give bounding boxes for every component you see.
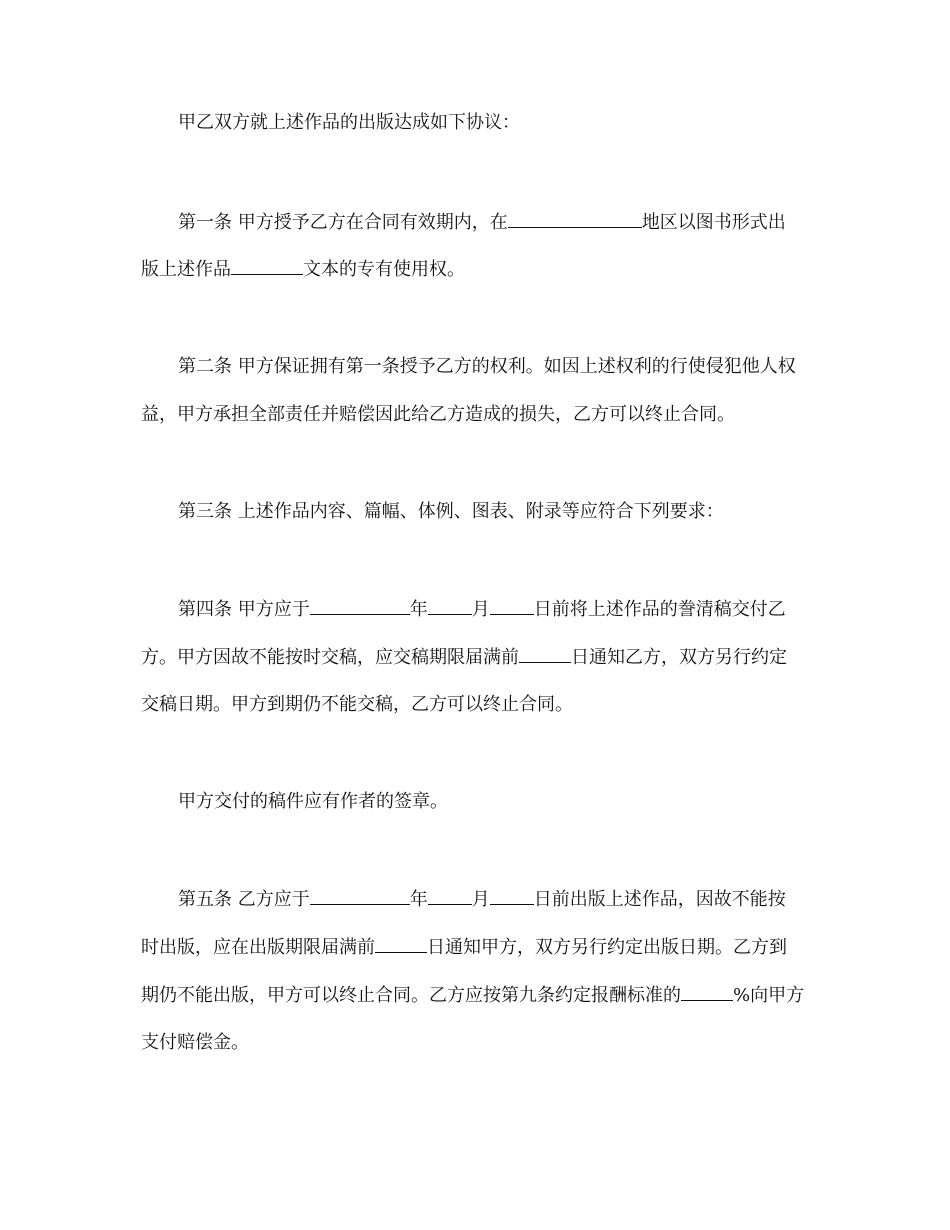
article5-line4: 支付赔偿金。 <box>141 1032 249 1053</box>
compensation-percent-blank <box>681 983 733 1001</box>
language-blank <box>231 257 303 275</box>
article2-line1: 第二条 甲方保证拥有第一条授予乙方的权利。如因上述权利的行使侵犯他人权 <box>178 356 796 377</box>
notice-days-blank <box>519 645 571 663</box>
delivery-day-blank <box>490 597 534 615</box>
article5-line2: 时出版，应在出版期限届满前 日通知甲方，双方另行约定出版日期。乙方到 <box>141 937 787 958</box>
article3-line1: 第三条 上述作品内容、篇幅、体例、图表、附录等应符合下列要求： <box>178 501 724 522</box>
publish-month-blank <box>428 887 472 905</box>
delivery-month-blank <box>428 597 472 615</box>
publish-year-blank <box>310 887 410 905</box>
intro-paragraph: 甲乙双方就上述作品的出版达成如下协议： <box>178 112 520 133</box>
article5-line1: 第五条 乙方应于 年 月 日前出版上述作品，因故不能按 <box>178 889 786 910</box>
article5-line3: 期仍不能出版，甲方可以终止合同。乙方应按第九条约定报酬标准的 %向甲方 <box>141 985 805 1006</box>
article4-line3: 交稿日期。甲方到期仍不能交稿，乙方可以终止合同。 <box>141 694 573 715</box>
article2-line2: 益，甲方承担全部责任并赔偿因此给乙方造成的损失，乙方可以终止合同。 <box>141 404 735 425</box>
publish-day-blank <box>490 887 534 905</box>
region-blank <box>508 210 642 228</box>
article4-line1: 第四条 甲方应于 年 月 日前将上述作品的誊清稿交付乙 <box>178 599 786 620</box>
article1-line2: 版上述作品 文本的专有使用权。 <box>141 259 465 280</box>
signature-note: 甲方交付的稿件应有作者的签章。 <box>178 791 448 812</box>
article1-line1: 第一条 甲方授予乙方在合同有效期内，在 地区以图书形式出 <box>178 212 786 233</box>
publish-notice-days-blank <box>375 935 427 953</box>
delivery-year-blank <box>310 597 410 615</box>
article4-line2: 方。甲方因故不能按时交稿，应交稿期限届满前 日通知乙方，双方另行约定 <box>141 647 787 668</box>
